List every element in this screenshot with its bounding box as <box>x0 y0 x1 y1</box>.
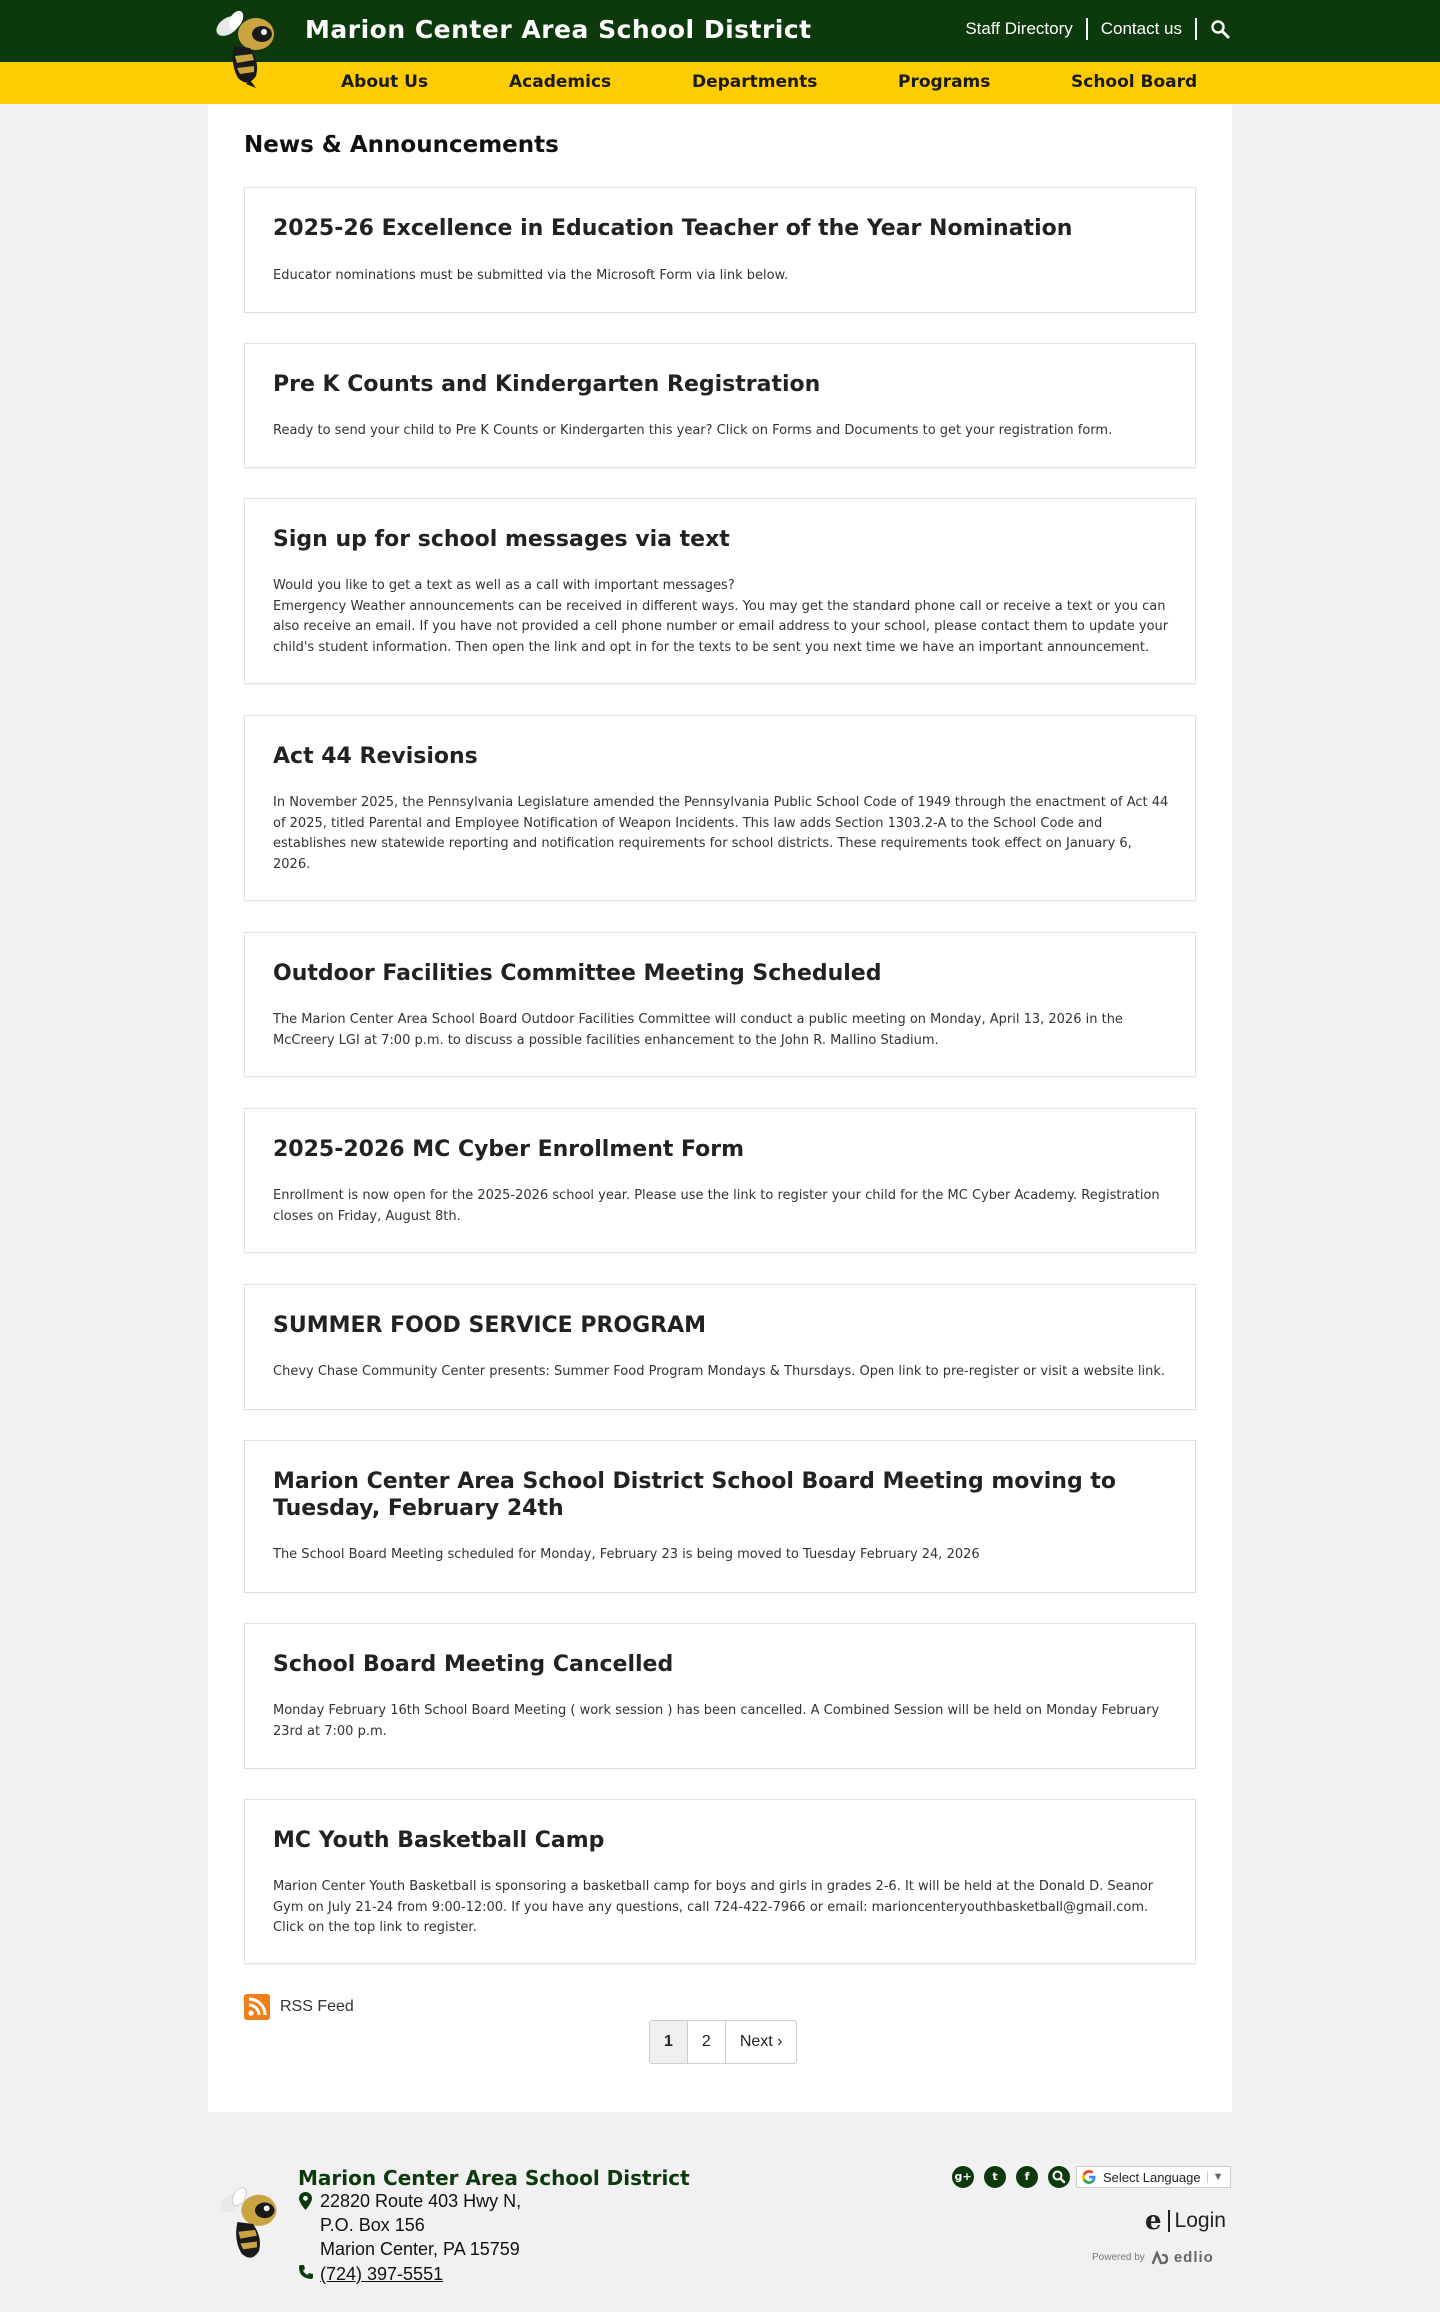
location-pin-icon <box>299 2192 312 2210</box>
edlio-logo-icon <box>1151 2251 1171 2265</box>
news-summary: Would you like to get a text as well as a call with important messages? Emergency Weather announcements can be received in different ways. You may get the standard phone call or receive a text or you can also receive an email. If you have not provided a cell phone number or email address to your school, please contact them to update your child's student information. Then open the link and opt in for the texts to be sent you next time we have an important announcement. <box>273 578 1169 655</box>
hornet-logo[interactable] <box>210 6 292 92</box>
search-icon[interactable] <box>1048 2166 1070 2188</box>
news-title[interactable]: Pre K Counts and Kindergarten Registration <box>273 372 821 397</box>
facebook-icon[interactable]: f <box>1016 2166 1038 2188</box>
news-card <box>244 498 1196 684</box>
address-line: Marion Center, PA 15759 <box>320 2239 520 2259</box>
news-title[interactable]: 2025-2026 MC Cyber Enrollment Form <box>273 1137 745 1162</box>
divider <box>1195 18 1197 40</box>
footer-hornet-logo <box>214 2180 294 2266</box>
main-content <box>208 104 1232 2112</box>
rss-feed-link[interactable] <box>244 1994 354 2020</box>
news-card <box>244 1108 1196 1253</box>
news-summary: Enrollment is now open for the 2025-2026 school year. Please use the link to register your child for the MC Cyber Academy. Registration closes on Friday, August 8th. <box>273 1188 1160 1224</box>
chevron-down-icon: ▼ <box>1207 2171 1224 2183</box>
nav-about-us[interactable]: About Us <box>341 72 429 92</box>
login-link[interactable] <box>1145 2206 1226 2236</box>
footer-district-name: Marion Center Area School District <box>298 2166 690 2190</box>
news-card <box>244 187 1196 313</box>
news-summary: Marion Center Youth Basketball is sponsoring a basketball camp for boys and girls in grades 2-6. It will be held at the Donald D. Seanor Gym on July 21-24 from 9:00-12:00. If you have any questions, call 724-422-7966 or email: marioncenteryouthbasketball@gmail.com. Click on the top link to register. <box>273 1879 1154 1935</box>
next-page-button[interactable]: Next › <box>739 2033 783 2050</box>
news-card <box>244 932 1196 1077</box>
rss-label: RSS Feed <box>280 1998 354 2015</box>
google-plus-icon[interactable]: g+ <box>952 2166 974 2188</box>
login-label: Login <box>1174 2209 1226 2232</box>
contact-us-link[interactable]: Contact us <box>1100 19 1182 38</box>
address-line: P.O. Box 156 <box>320 2215 425 2235</box>
news-summary: The School Board Meeting scheduled for Monday, February 23 is being moved to Tuesday February 24, 2026 <box>273 1547 980 1562</box>
page-title: News & Announcements <box>244 132 559 158</box>
site-title[interactable]: Marion Center Area School District <box>305 15 812 44</box>
nav-school-board[interactable]: School Board <box>1071 72 1198 92</box>
nav-academics[interactable]: Academics <box>509 72 612 92</box>
rss-icon <box>244 1994 270 2020</box>
phone-icon <box>298 2264 314 2280</box>
news-title[interactable]: Act 44 Revisions <box>273 744 478 769</box>
twitter-icon[interactable]: t <box>984 2166 1006 2188</box>
address-line: 22820 Route 403 Hwy N, <box>320 2191 522 2211</box>
pagination <box>649 2020 797 2064</box>
news-summary: Educator nominations must be submitted via the Microsoft Form via link below. <box>273 268 789 283</box>
phone-link[interactable]: (724) 397-5551 <box>320 2264 444 2284</box>
powered-by-label: Powered by <box>1092 2252 1145 2263</box>
news-card <box>244 715 1196 901</box>
news-title[interactable]: Sign up for school messages via text <box>273 527 730 552</box>
language-select[interactable] <box>1076 2166 1231 2188</box>
news-summary: Ready to send your child to Pre K Counts or Kindergarten this year? Click on Forms and Documents to get your registration form. <box>273 423 1113 438</box>
news-card <box>244 343 1196 468</box>
nav-departments[interactable]: Departments <box>692 72 818 92</box>
powered-by-edlio[interactable] <box>1092 2249 1214 2266</box>
google-icon <box>1081 2169 1097 2185</box>
news-title[interactable]: MC Youth Basketball Camp <box>273 1828 605 1853</box>
utility-nav <box>965 18 1230 40</box>
search-icon[interactable] <box>1210 19 1230 39</box>
news-summary: Chevy Chase Community Center presents: Summer Food Program Mondays & Thursdays. Open link to pre-register or visit a website link. <box>273 1364 1166 1379</box>
nav-programs[interactable]: Programs <box>898 72 991 92</box>
news-summary: The Marion Center Area School Board Outdoor Facilities Committee will conduct a public meeting on Monday, April 13, 2026 in the McCreery LGI at 7:00 p.m. to discuss a possible facilities enhancement to the John R. Mallino Stadium. <box>273 1012 1123 1048</box>
news-summary: Monday February 16th School Board Meeting ( work session ) has been cancelled. A Combined Session will be held on Monday February 23rd at 7:00 p.m. <box>273 1703 1160 1739</box>
staff-directory-link[interactable]: Staff Directory <box>965 19 1073 38</box>
news-title[interactable]: School Board Meeting Cancelled <box>273 1652 674 1677</box>
language-select-label: Select Language <box>1103 2169 1201 2185</box>
edlio-e-icon: e <box>1145 2206 1162 2236</box>
news-title[interactable]: Marion Center Area School District School Board Meeting moving to Tuesday, February 24th <box>273 1469 1116 1521</box>
divider <box>1168 2210 1170 2232</box>
divider <box>1086 18 1088 40</box>
news-card <box>244 1284 1196 1410</box>
powered-by-brand: edlio <box>1173 2249 1214 2266</box>
news-summary: In November 2025, the Pennsylvania Legislature amended the Pennsylvania Public School Code of 1949 through the enactment of Act 44 of 2025, titled Parental and Employee Notification of Weapon Incidents. This law adds Section 1303.2-A to the School Code and establishes new statewide reporting and notification requirements for school districts. These requirements took effect on January 6, 2026. <box>273 795 1169 872</box>
news-title[interactable]: Outdoor Facilities Committee Meeting Scheduled <box>273 961 882 986</box>
news-card <box>244 1440 1196 1593</box>
news-title[interactable]: SUMMER FOOD SERVICE PROGRAM <box>273 1313 707 1338</box>
news-title[interactable]: 2025-26 Excellence in Education Teacher of the Year Nomination <box>273 216 1073 241</box>
news-card <box>244 1799 1196 1964</box>
page-1-button[interactable]: 1 <box>650 2021 688 2063</box>
page-2-button[interactable]: 2 <box>688 2021 726 2063</box>
news-card <box>244 1623 1196 1769</box>
